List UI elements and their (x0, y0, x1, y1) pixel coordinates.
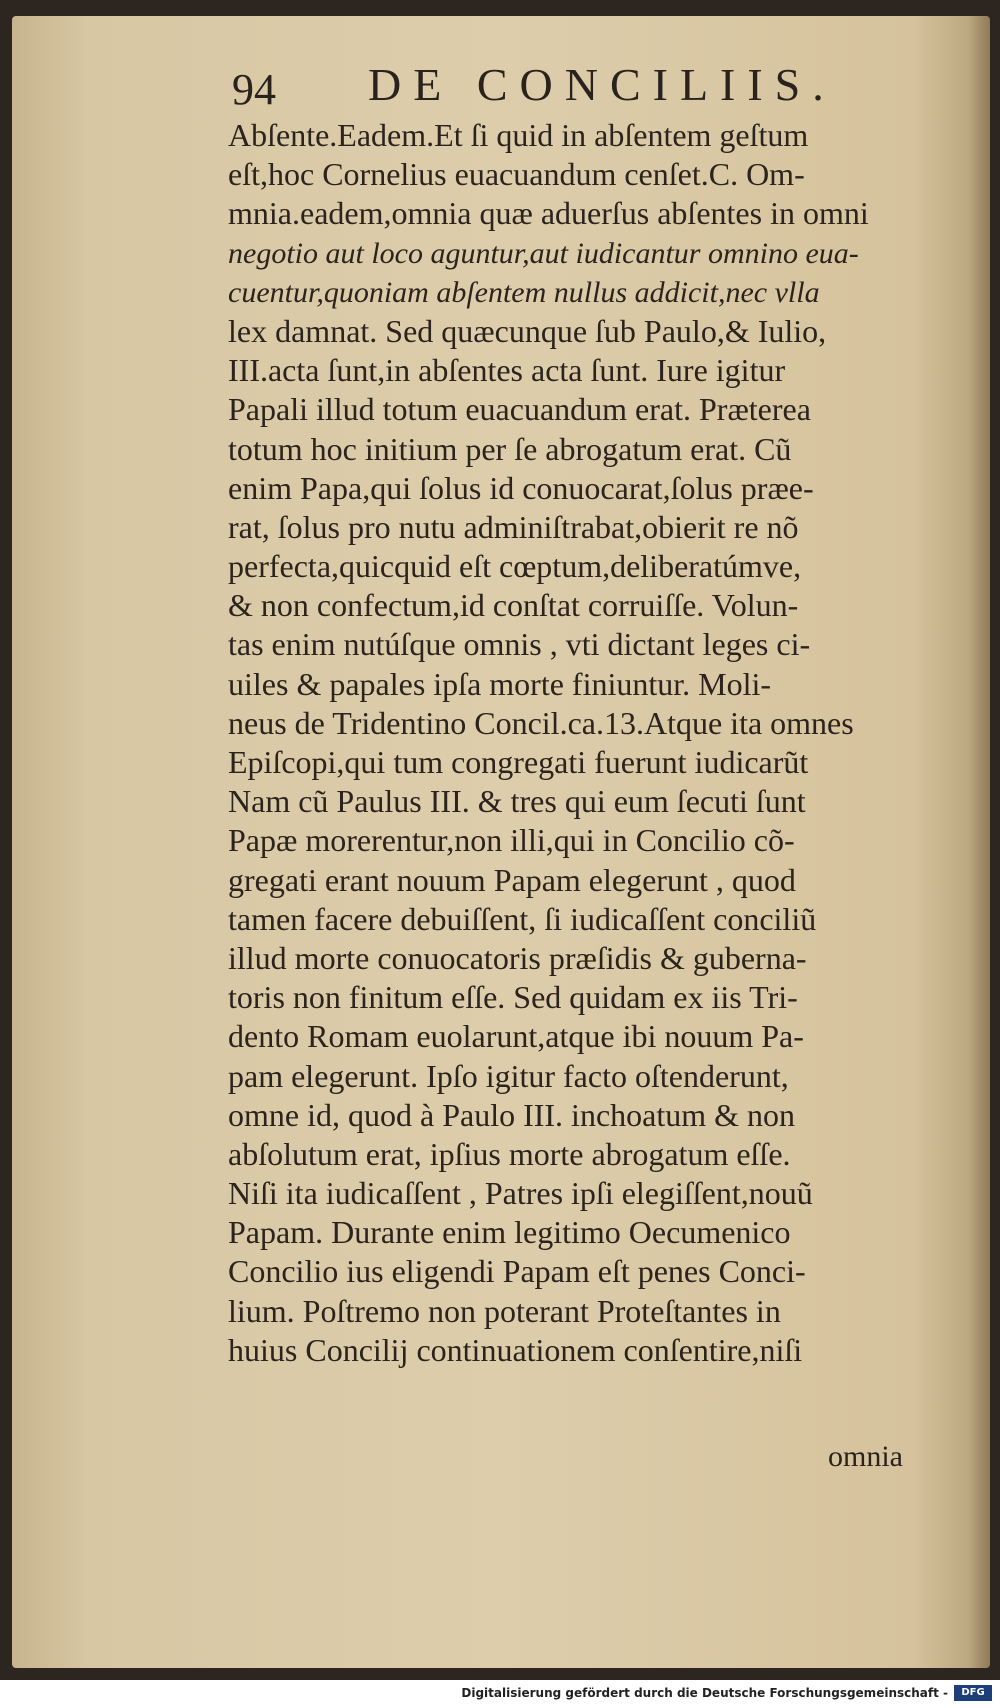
text-line-15: uiles & papales ipſa morte finiuntur. Moli- (228, 665, 772, 702)
body-text (228, 116, 938, 1370)
running-head: DE CONCILIIS. (368, 59, 836, 110)
text-line-7: III.acta ſunt,in abſentes acta ſunt. Iure igitur (228, 352, 786, 389)
funding-credit: Digitalisierung gefördert durch die Deutsche Forschungsgemeinschaft - (461, 1686, 948, 1700)
text-line-8: Papali illud totum euacuandum erat. Præterea (228, 391, 811, 428)
text-line-1: Abſente.Eadem.Et ſi quid in abſentem geſtum (228, 117, 809, 153)
text-line-19: Papæ morerentur,non illi,qui in Concilio cõ- (228, 822, 795, 859)
text-line-30: Concilio ius eligendi Papam eſt penes Conci- (228, 1253, 806, 1290)
text-line-11: rat, ſolus pro nutu adminiſtrabat,obierit re nõ (228, 508, 799, 545)
text-line-18: Nam cũ Paulus III. & tres qui eum ſecuti ſunt (228, 783, 806, 820)
text-line-23: toris non finitum eſſe. Sed quidam ex iis Tri- (228, 979, 798, 1016)
text-line-10: enim Papa,qui ſolus id conuocarat,ſolus præe- (228, 469, 814, 506)
text-line-24: dento Romam euolarunt,atque ibi nouum Pa- (228, 1018, 804, 1055)
text-line-27: abſolutum erat, ipſius morte abrogatum eſſe. (228, 1135, 791, 1172)
text-line-12: perfecta,quicquid eſt cœptum,deliberatúmve, (228, 548, 802, 585)
text-line-13: & non confectum,id conſtat corruiſſe. Volun- (228, 587, 799, 624)
text-line-22: illud morte conuocatoris præſidis & guberna- (228, 939, 807, 976)
text-line-31: lium. Poſtremo non poterant Proteſtantes in (228, 1292, 781, 1329)
text-line-29: Papam. Durante enim legitimo Oecumenico (228, 1214, 791, 1251)
footer-bar (0, 1680, 1000, 1708)
text-line-2: eſt,hoc Cornelius euacuandum cenſet.C. Om- (228, 156, 805, 193)
text-line-32: huius Concilij continuationem conſentire,niſi (228, 1331, 803, 1368)
text-line-3: mnia.eadem,omnia quæ aduerſus abſentes in omni (228, 195, 869, 232)
text-line-5: cuentur,quoniam abſentem nullus addicit,nec vlla (228, 275, 820, 309)
text-line-6: lex damnat. Sed quæcunque ſub Paulo,& Iulio, (228, 312, 827, 349)
text-line-14: tas enim nutúſque omnis , vti dictant leges ci- (228, 626, 811, 663)
catchword: omnia (828, 1440, 903, 1473)
page-number: 94 (232, 65, 276, 114)
text-line-25: pam elegerunt. Ipſo igitur facto oſtenderunt, (228, 1057, 789, 1094)
text-line-17: Epiſcopi,qui tum congregati fuerunt iudicarũt (228, 744, 809, 780)
text-line-26: omne id, quod à Paulo III. inchoatum & non (228, 1096, 796, 1133)
text-line-16: neus de Tridentino Concil.ca.13.Atque ita omnes (228, 704, 854, 741)
text-line-20: gregati erant nouum Papam elegerunt , quod (228, 861, 796, 898)
dfg-logo: DFG (954, 1685, 992, 1701)
text-line-28: Niſi ita iudicaſſent , Patres ipſi elegiſſent,nouũ (228, 1175, 813, 1212)
page-edge-shadow (968, 16, 990, 1668)
text-line-4: negotio aut loco aguntur,aut iudicantur omnino eua- (228, 236, 859, 270)
text-line-21: tamen facere debuiſſent, ſi iudicaſſent conciliũ (228, 900, 817, 937)
text-line-9: totum hoc initium per ſe abrogatum erat. Cũ (228, 430, 792, 467)
